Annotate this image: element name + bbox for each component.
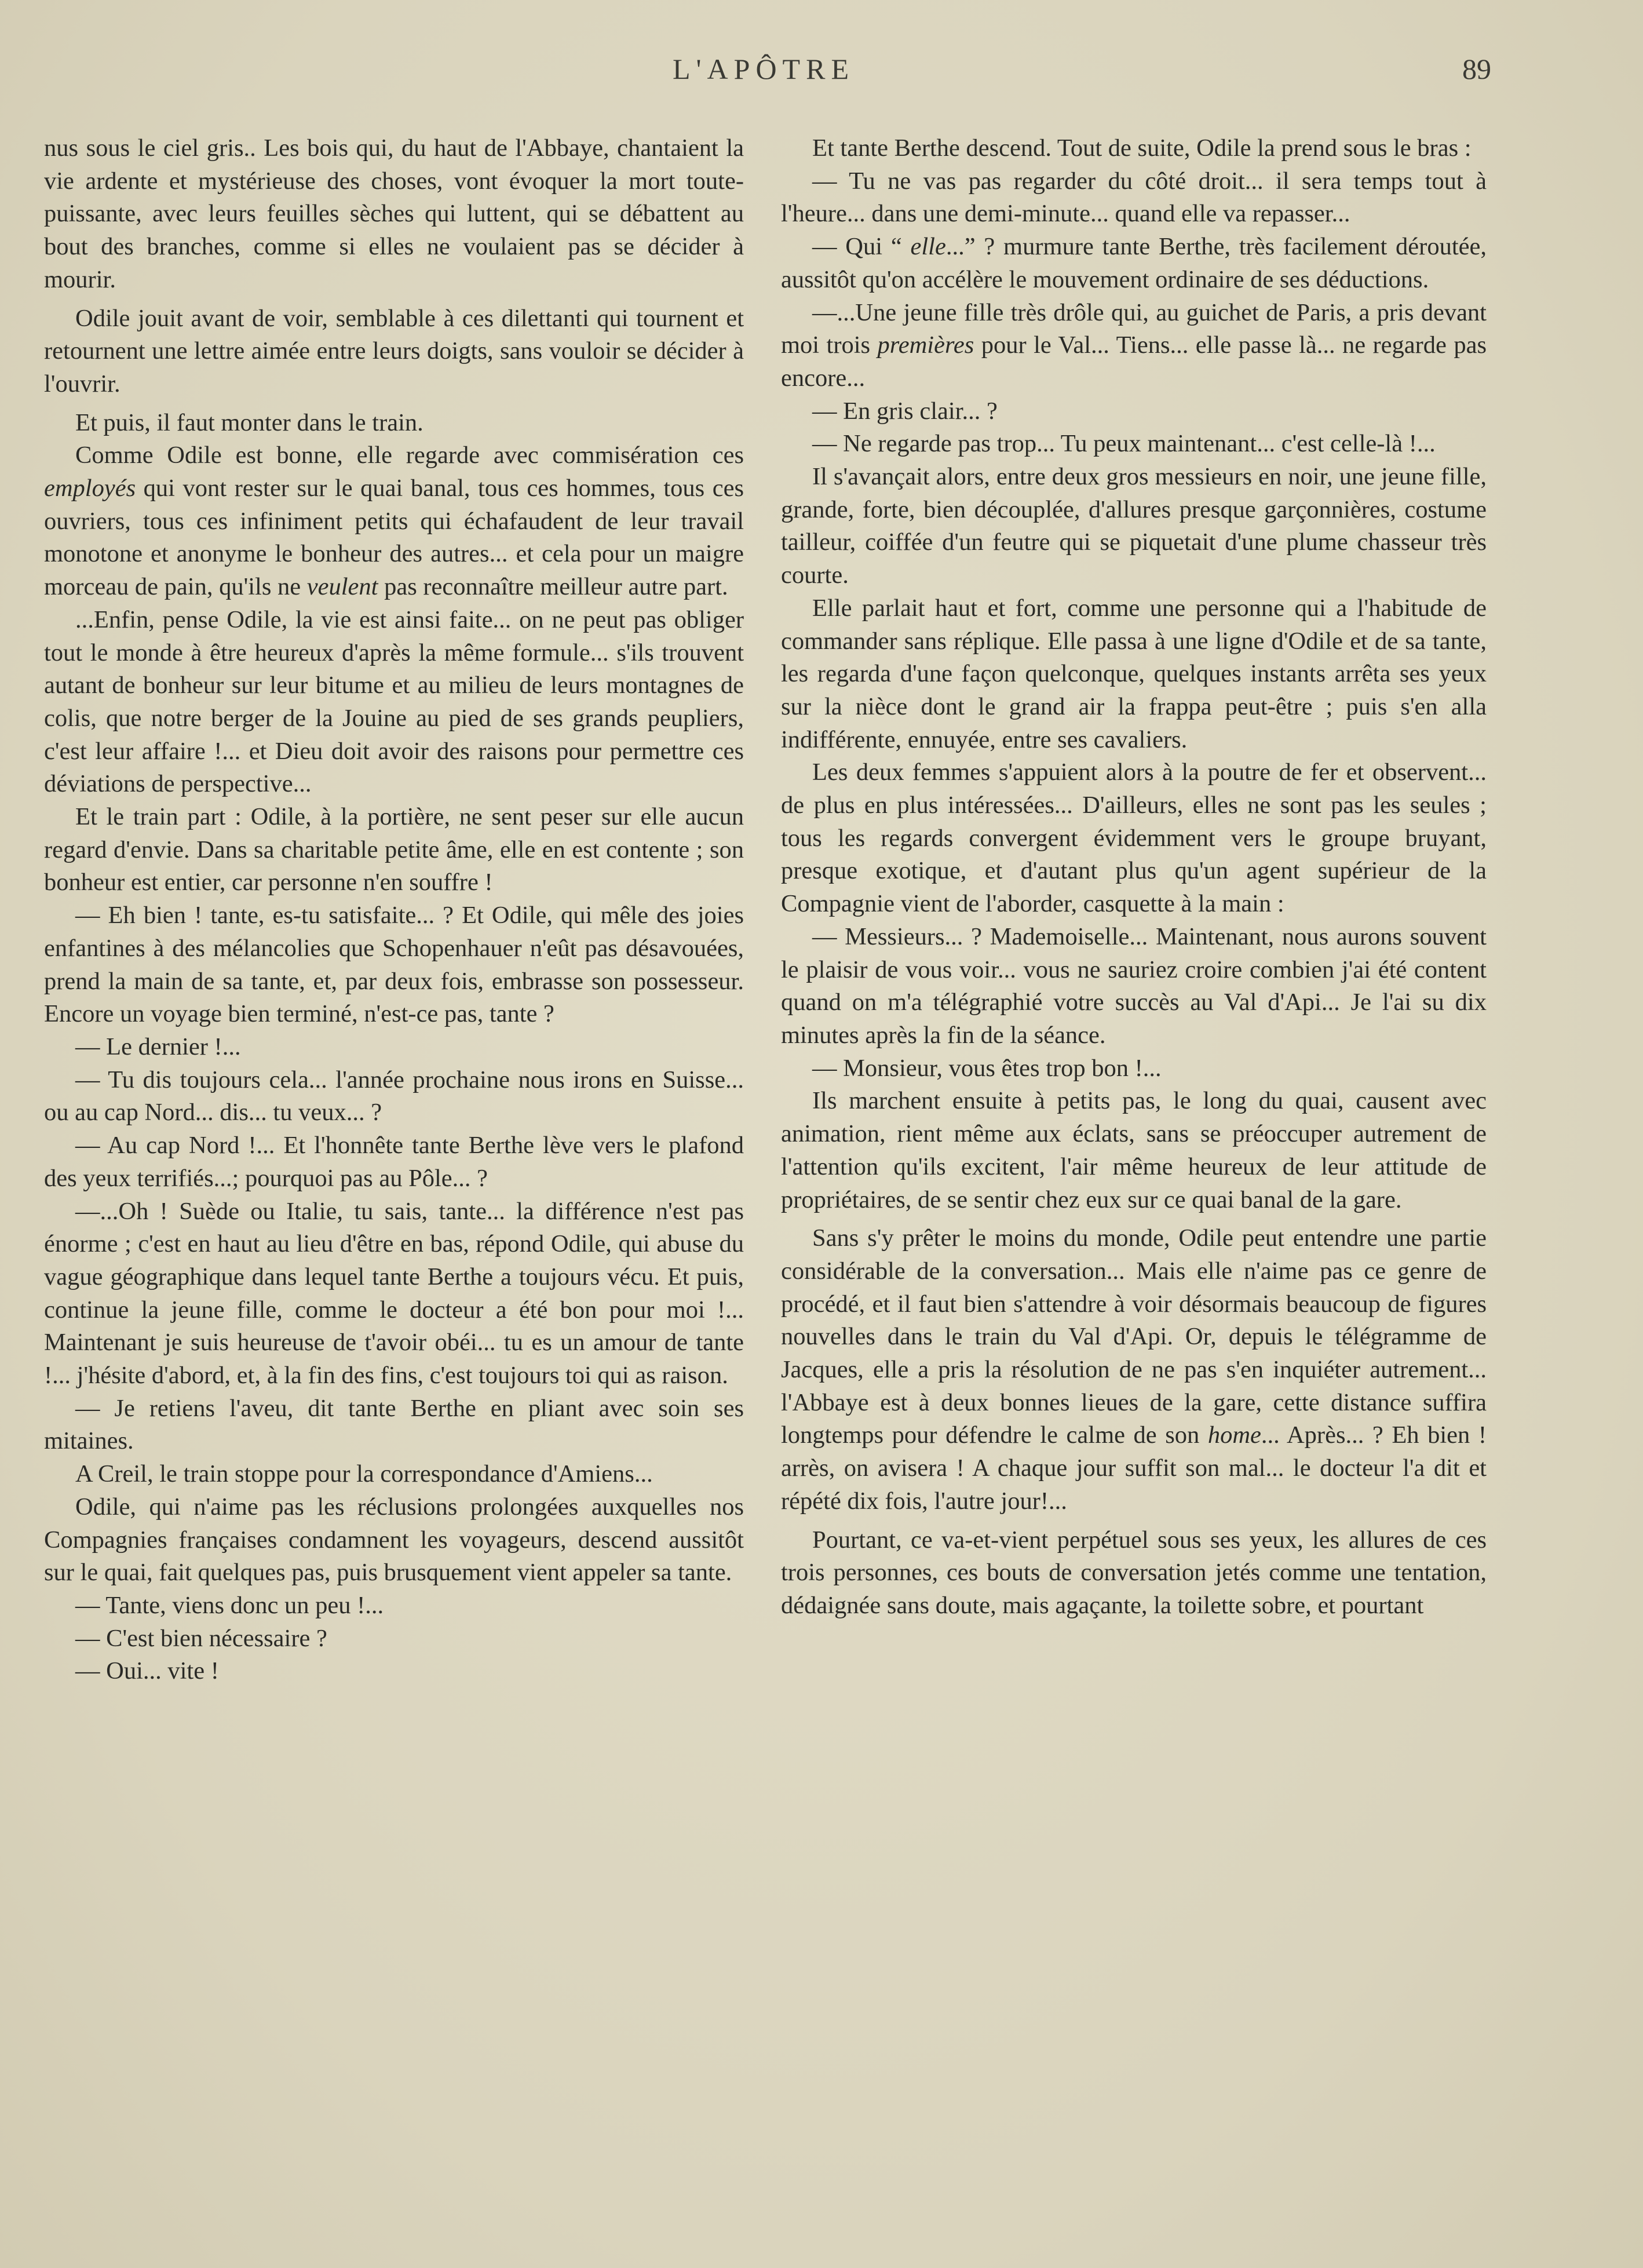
paragraph: — Le dernier !... — [75, 1033, 241, 1060]
paragraph: — Messieurs... ? Mademoiselle... Maintenant, nous aurons souvent le plaisir de vous voir... vous ne sauriez croire combien j'ai été content quand on m'a télégraphié votre succès au Val d'Api... Je l'ai su dix minutes après la fin de la séance. — [781, 922, 1487, 1049]
paragraph: — Tu ne vas pas regarder du côté droit... il sera temps tout à l'heure... dans une demi-minute... quand elle va repasser... — [781, 167, 1487, 228]
paragraph: Les deux femmes s'appuient alors à la poutre de fer et observent... de plus en plus intéressées... D'ailleurs, elles ne sont pas les seules ; tous les regards convergent évidemment vers le groupe bruyant, presque exotique, et d'autant plus qu'un agent supérieur de la Compagnie vient de l'aborder, casquette à la main : — [781, 759, 1487, 918]
italic-word: veulent — [306, 573, 378, 601]
paragraph: Pourtant, ce va-et-vient perpétuel sous ses yeux, les allures de ces trois personnes, ces bouts de conversation jetés comme une tentation, dédaignée sans doute, mais agaçante, la toilette sobre, et pourtant — [781, 1526, 1487, 1619]
paragraph: Ils marchent ensuite à petits pas, le long du quai, causent avec animation, rient même aux éclats, sans se préoccuper autrement de l'attention qu'ils excitent, l'air même heureux de leur attitude de propriétaires, de se sentir chez eux sur ce quai banal de la gare. — [781, 1087, 1487, 1213]
paragraph — [781, 1222, 1487, 1518]
italic-word: elle — [910, 233, 946, 261]
right-column — [781, 132, 1487, 1622]
text-run: ...” ? murmure tante Berthe, très facilement déroutée, aussitôt qu'on accélère le mouvement ordinaire de ses déductions. — [781, 233, 1487, 293]
text-run: ... Après... ? Eh bien ! arrès, on avisera ! A chaque jour suffit son mal... le docteur l'a dit et répété dix fois, l'autre jour!... — [781, 1421, 1487, 1515]
paragraph: Il s'avançait alors, entre deux gros messieurs en noir, une jeune fille, grande, forte, bien découplée, d'allures presque garçonnières, costume tailleur, coiffée d'un feutre qui se piquetait d'une plume chasseur très courte. — [781, 463, 1487, 589]
paragraph: — Au cap Nord !... Et l'honnête tante Berthe lève vers le plafond des yeux terrifiés...; pourquoi pas au Pôle... ? — [44, 1132, 744, 1192]
text-run: Sans s'y prêter le moins du monde, Odile peut entendre une partie considérable de la conversation... Mais elle n'aime pas ce genre de procédé, et il faut bien s'attendre à voir désormais beaucoup de figures nouvelles dans le train du Val d'Api. Or, depuis le télégramme de Jacques, elle a pris la résolution de ne pas s'en inquiéter autrement... l'Abbaye est à deux bonnes lieues de la gare, cette distance suffira longtemps pour défendre le calme de son — [781, 1224, 1487, 1449]
paragraph: Et puis, il faut monter dans le train. — [75, 409, 423, 436]
paragraph: — En gris clair... ? — [812, 397, 998, 425]
italic-word: premières — [877, 331, 974, 359]
paragraph: Et le train part : Odile, à la portière, ne sent peser sur elle aucun regard d'envie. Dans sa charitable petite âme, elle en est contente ; son bonheur est entier, car personne n'en souffre ! — [44, 803, 744, 896]
text-run: qui vont rester sur le quai banal, tous ces hommes, tous ces ouvriers, tous ces infiniment petits qui échafaudent de leur travail monotone et anonyme le bonheur des autres... et cela pour un maigre morceau de pain, qu'ils ne — [44, 475, 744, 601]
paragraph — [781, 231, 1487, 296]
left-column — [44, 132, 744, 1688]
paragraph: — Tante, viens donc un peu !... — [75, 1591, 384, 1619]
paragraph: nus sous le ciel gris.. Les bois qui, du haut de l'Abbaye, chantaient la vie ardente et mystérieuse des choses, vont évoquer la mort toute-puissante, avec leurs feuilles sèches qui luttent, qui se débattent au bout des branches, comme si elles ne voulaient pas se décider à mourir. — [44, 134, 744, 293]
italic-word: employés — [44, 475, 136, 502]
running-title: L'APÔTRE — [672, 53, 855, 85]
page-header — [0, 52, 1643, 99]
paragraph: — C'est bien nécessaire ? — [75, 1624, 327, 1652]
paragraph: A Creil, le train stoppe pour la correspondance d'Amiens... — [75, 1460, 653, 1488]
paragraph: ...Enfin, pense Odile, la vie est ainsi faite... on ne peut pas obliger tout le monde à être heureux d'après la même formule... s'ils trouvent autant de bonheur sur leur bitume et au milieu de leurs montagnes de colis, que notre berger de la Jouine au pied de ses grands peupliers, c'est leur affaire !... et Dieu doit avoir des raisons pour permettre ces déviations de perspective... — [44, 606, 744, 798]
paragraph: Odile jouit avant de voir, semblable à ces dilettanti qui tournent et retournent une lettre aimée entre leurs doigts, sans vouloir se décider à l'ouvrir. — [44, 304, 744, 398]
text-run: Comme Odile est bonne, elle regarde avec commisération ces — [75, 442, 744, 469]
text-run: pas reconnaître meilleur autre part. — [378, 573, 728, 601]
paragraph: — Oui... vite ! — [75, 1657, 219, 1685]
paragraph: — Monsieur, vous êtes trop bon !... — [812, 1054, 1162, 1082]
paragraph — [44, 439, 744, 604]
paragraph: —...Oh ! Suède ou Italie, tu sais, tante... la différence n'est pas énorme ; c'est en haut au lieu d'être en bas, répond Odile, qui abuse du vague géographique dans lequel tante Berthe a toujours vécu. Et puis, continue la jeune fille, comme le docteur a été bon pour moi !... Maintenant je suis heureuse de t'avoir obéi... tu es un amour de tante !... j'hésite d'abord, et, à la fin des fins, c'est toujours toi qui as raison. — [44, 1197, 744, 1390]
paragraph: — Ne regarde pas trop... Tu peux maintenant... c'est celle-là !... — [812, 430, 1436, 458]
text-run: —...Une jeune fille très drôle qui, au guichet de Paris, a pris devant moi trois — [781, 298, 1487, 359]
paragraph: — Eh bien ! tante, es-tu satisfaite... ? Et Odile, qui mêle des joies enfantines à des mélancolies que Schopenhauer n'eût pas désavouées, prend la main de sa tante, et, par deux fois, embrasse son possesseur. Encore un voyage bien terminé, n'est-ce pas, tante ? — [44, 902, 744, 1028]
page-number: 89 — [1462, 53, 1491, 85]
text-run: — Qui “ — [812, 233, 911, 261]
paragraph: — Tu dis toujours cela... l'année prochaine nous irons en Suisse... ou au cap Nord... dis... tu veux... ? — [44, 1066, 744, 1126]
paragraph: Odile, qui n'aime pas les réclusions prolongées auxquelles nos Compagnies françaises condamnent les voyageurs, descend aussitôt sur le quai, fait quelques pas, puis brusquement vient appeler sa tante. — [44, 1493, 744, 1587]
paragraph: — Je retiens l'aveu, dit tante Berthe en pliant avec soin ses mitaines. — [44, 1394, 744, 1455]
text-run: pour le Val... Tiens... elle passe là... ne regarde pas encore... — [781, 331, 1487, 392]
paragraph: Elle parlait haut et fort, comme une personne qui a l'habitude de commander sans réplique. Elle passa à une ligne d'Odile et de sa tante, les regarda d'une façon quelconque, quelques instants arrêta ses yeux sur la nièce dont le grand air la frappa peut-être ; puis s'en alla indifférente, ennuyée, entre ses cavaliers. — [781, 594, 1487, 753]
paragraph — [781, 297, 1487, 395]
paragraph: Et tante Berthe descend. Tout de suite, Odile la prend sous le bras : — [812, 134, 1472, 162]
italic-word: home — [1207, 1421, 1261, 1449]
